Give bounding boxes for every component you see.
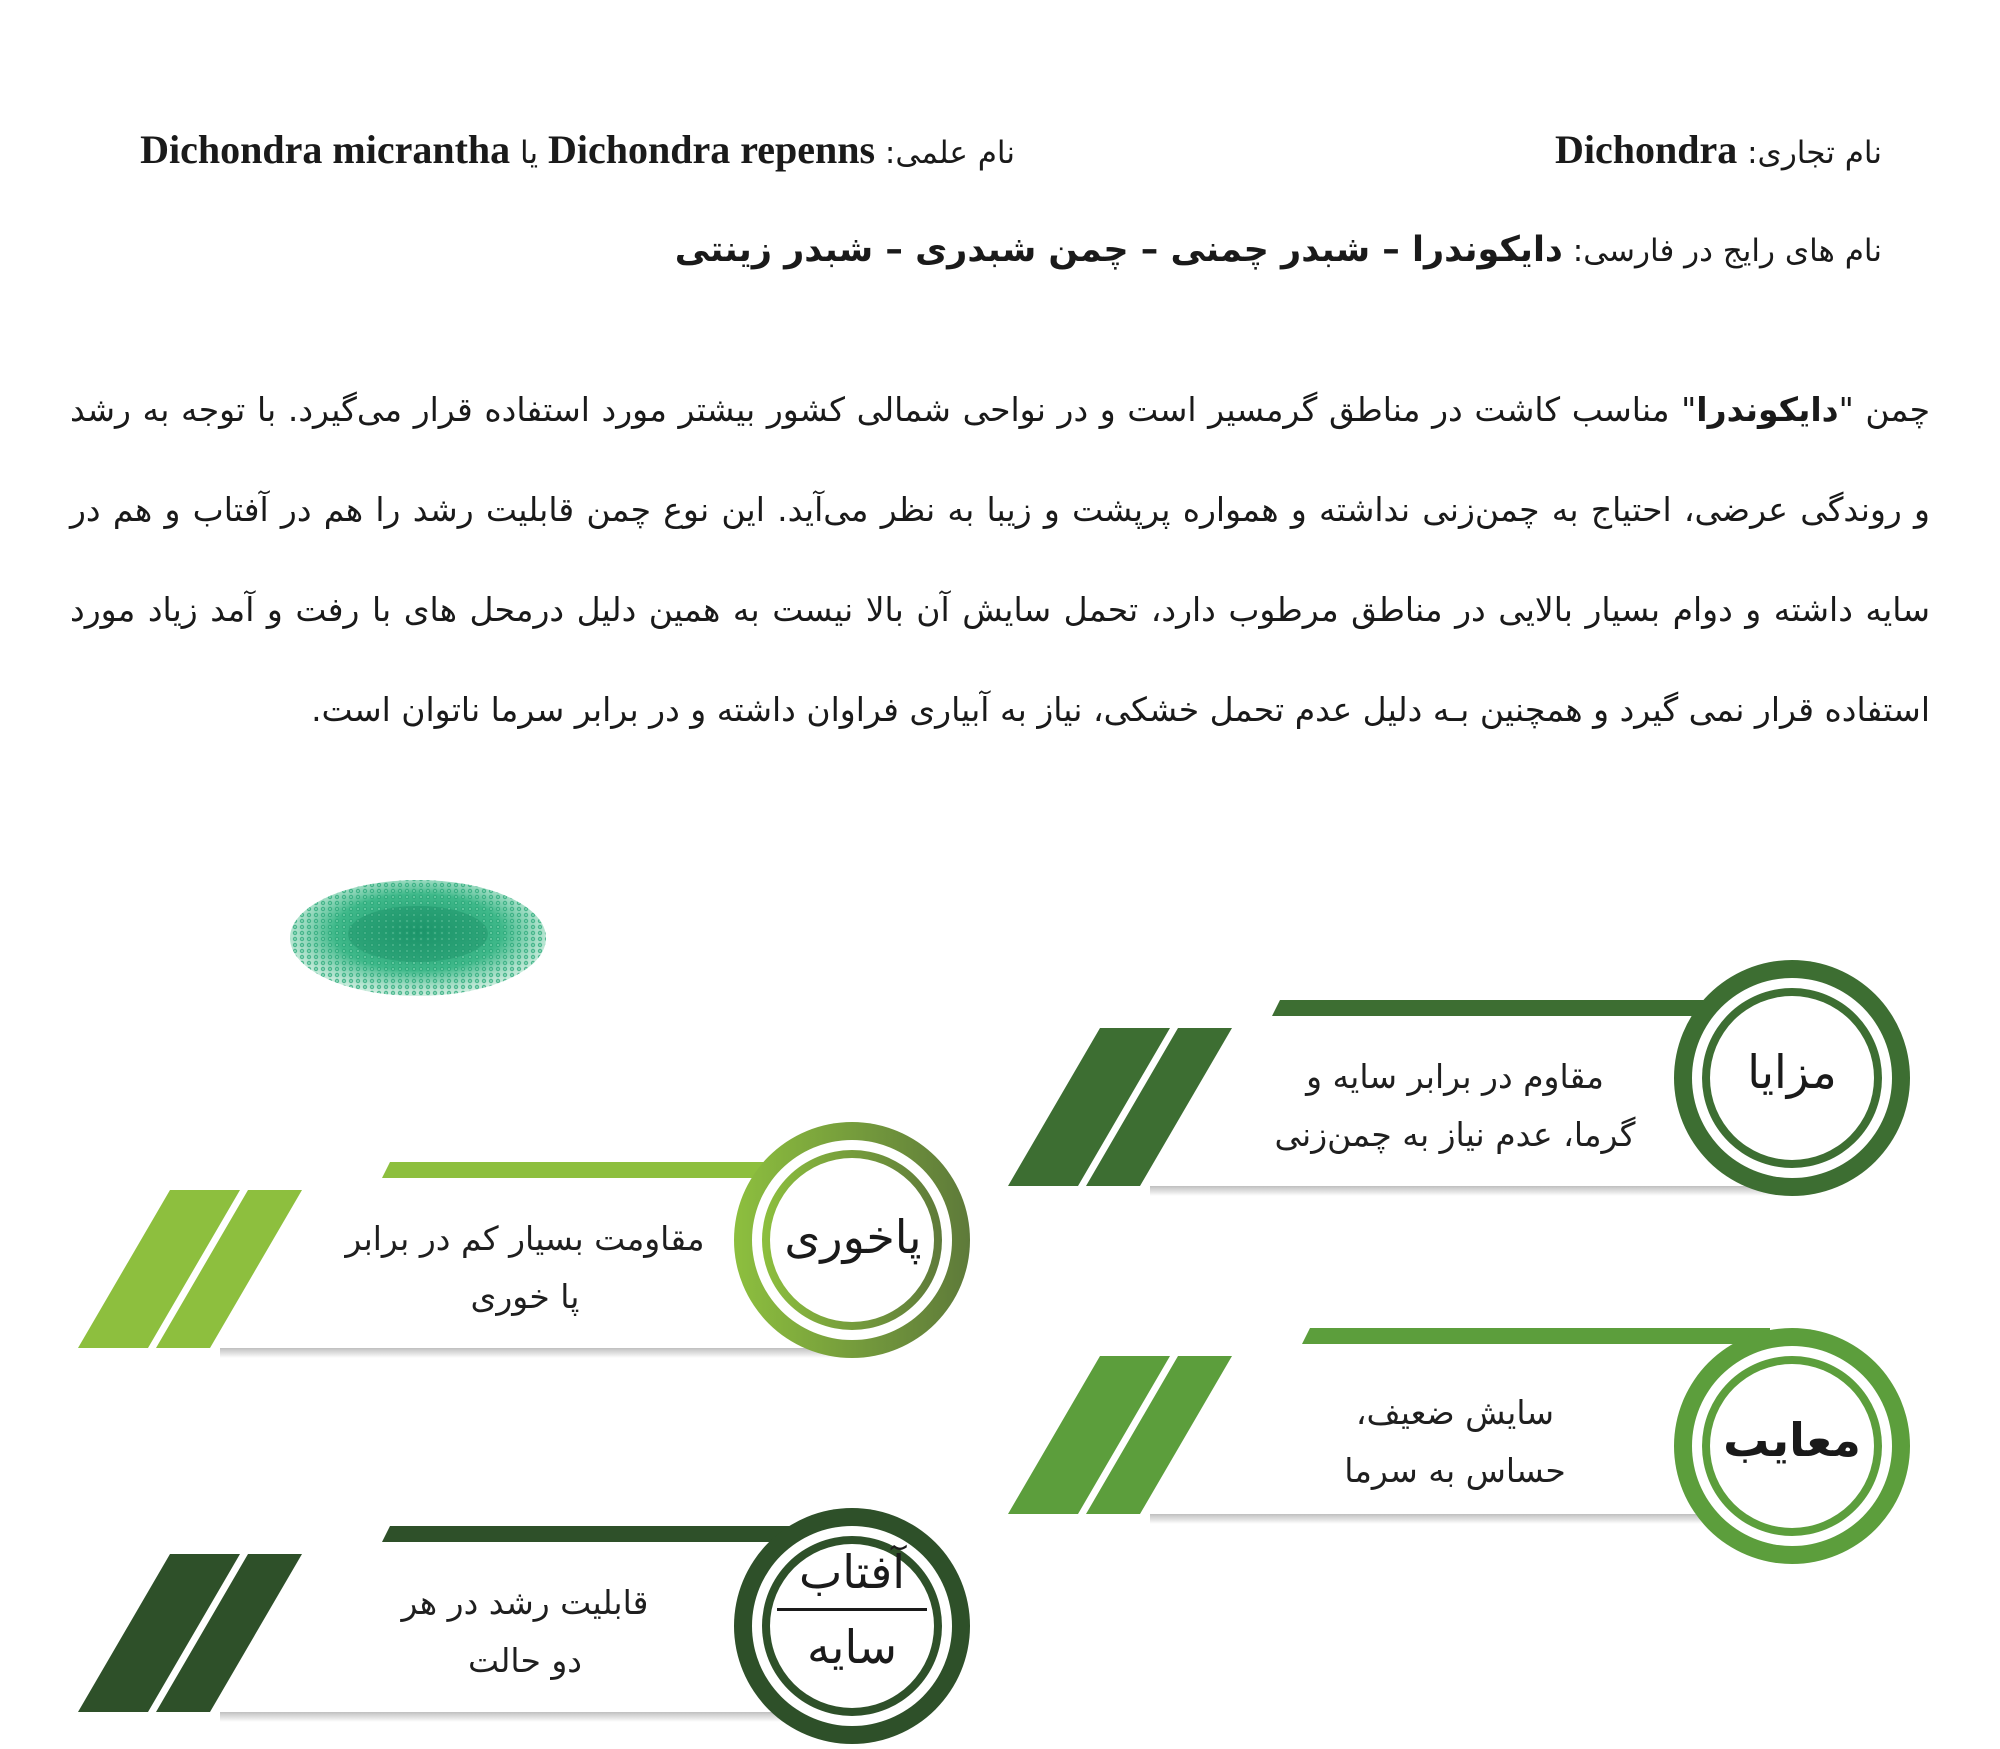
card-trampling-title: پاخوری (784, 1210, 922, 1264)
common-names-value: دایکوندرا – شبدر چمنی – چمن شبدری – شبدر زینتی (674, 230, 1563, 270)
card-advantages-text (1230, 1048, 1680, 1164)
common-names (675, 230, 1882, 270)
card-sun-shade-divider (777, 1608, 927, 1611)
trade-name-label: نام تجاری: (1747, 135, 1882, 171)
card-trampling-line1: مقاومت بسیار کم در برابر (345, 1219, 705, 1258)
paragraph-bold-name: دایکوندرا (1696, 390, 1839, 429)
card-sun-title-top: آفتاب (799, 1545, 905, 1599)
card-disadvantages-title: معایب (1723, 1413, 1861, 1467)
card-disadvantages-line2: حساس به سرما (1344, 1451, 1566, 1490)
scientific-name-value-2: Dichondra micrantha (140, 127, 511, 172)
card-disadvantages-text (1230, 1384, 1680, 1500)
card-disadvantages (1010, 1296, 1910, 1556)
scientific-name-value-1: Dichondra repenns (547, 127, 876, 172)
card-disadvantages-line1: سایش ضعیف، (1355, 1393, 1555, 1432)
seed-image (285, 870, 555, 1030)
card-sun-shade (80, 1462, 980, 1749)
card-advantages-line1: مقاوم در برابر سایه و (1306, 1057, 1604, 1096)
card-trampling-line2: پا خوری (470, 1277, 580, 1316)
scientific-name-label: نام علمی: (884, 135, 1015, 171)
scientific-name (140, 126, 1015, 173)
card-trampling-text (300, 1210, 750, 1326)
card-advantages-line2: گرما، عدم نیاز به چمن‌زنی (1274, 1115, 1636, 1154)
card-sun-title-bottom: سایه (806, 1620, 898, 1674)
trade-name-value: Dichondra (1555, 127, 1738, 172)
paragraph-body: " مناسب کاشت در مناطق گرمسیر است و در نواحی شمالی کشور بیشتر مورد استفاده قرار می‌گیرد. با توجه به رشد و روندگی عرضی، احتیاج به چمن‌زنی نداشته و همواره پرپشت و زیبا به نظر می‌آید. این نوع چمن قابلیت رشد را هم در آفتاب و هم در سایه داشته و دوام بسیار بالایی در مناطق مرطوب دارد، تحمل سایش آن بالا نیست به همین دلیل درمحل های با رفت و آمد زیاد مورد استفاده قرار نمی گیرد و همچنین بـه دلیل عدم تحمل خشکی، نیاز به آبیاری فراوان داشته و در برابر سرما ناتوان است. (70, 390, 1930, 729)
description-paragraph (70, 360, 1930, 760)
paragraph-lead: چمن " (1838, 390, 1930, 429)
card-sun-shade-line1: قابلیت رشد در هر (401, 1583, 649, 1622)
trade-name (1555, 126, 1882, 173)
card-trampling (80, 1118, 980, 1378)
card-advantages-title: مزایا (1747, 1045, 1837, 1099)
card-sun-shade-title (760, 1542, 944, 1677)
card-sun-shade-text (300, 1574, 750, 1690)
card-sun-shade-line2: دو حالت (467, 1641, 583, 1680)
common-names-label: نام های رایج در فارسی: (1572, 233, 1882, 269)
card-advantages (1010, 960, 1910, 1220)
scientific-name-or: یا (520, 135, 539, 171)
